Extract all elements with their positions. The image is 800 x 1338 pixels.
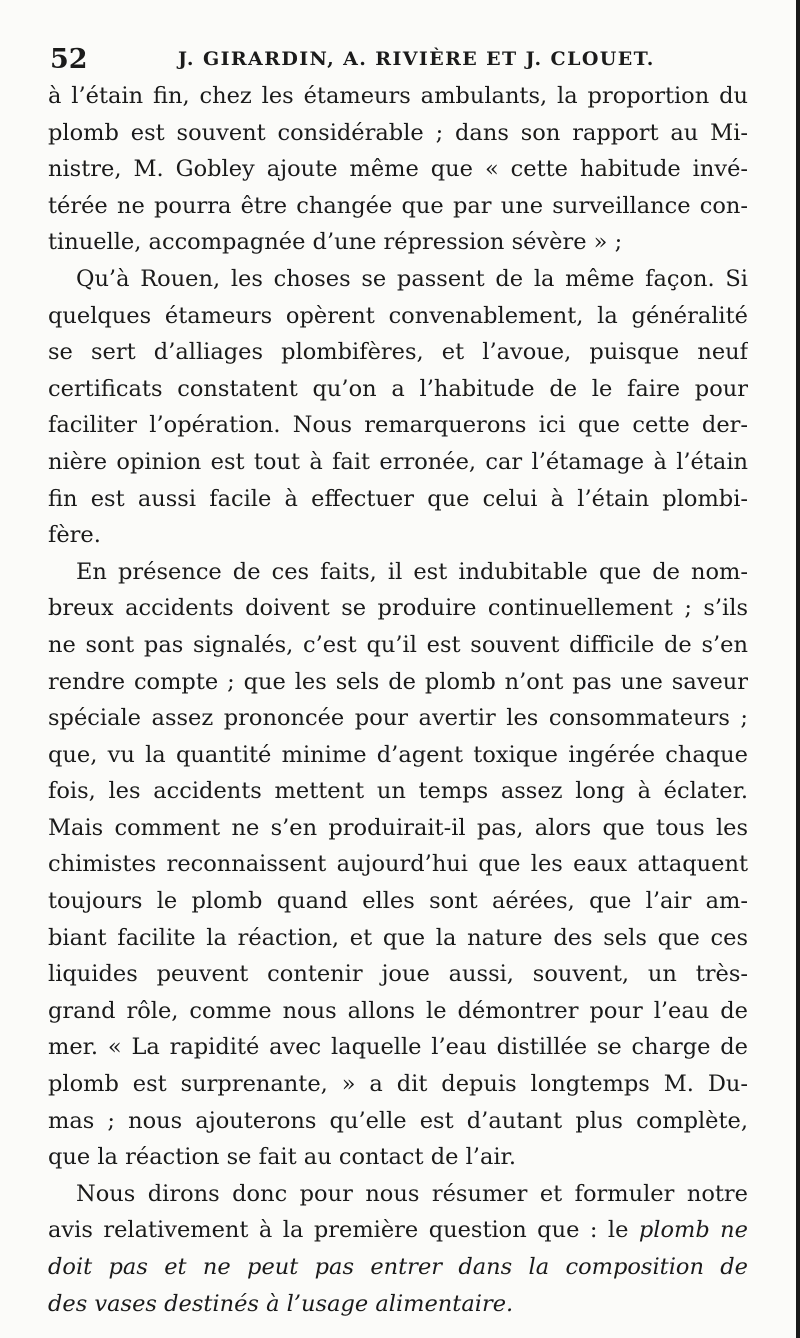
text-line: mas ; nous ajouterons qu’elle est d’autant plus complète, xyxy=(48,1107,748,1134)
text-line: tinuelle, accompagnée d’une répression sévère » ; xyxy=(48,229,623,256)
text-line: plomb est surprenante, » a dit depuis longtemps M. Du- xyxy=(48,1071,748,1098)
text-line: quelques étameurs opèrent convenablement, la généralité xyxy=(48,302,748,329)
text-line: En présence de ces faits, il est indubitable que de nom- xyxy=(76,558,748,585)
page-edge-shadow xyxy=(796,0,800,1338)
paragraph-1 xyxy=(48,78,748,261)
paragraph-4 xyxy=(48,1176,748,1322)
text-line: mer. « La rapidité avec laquelle l’eau distillée se charge de xyxy=(48,1034,748,1061)
text-line: rendre compte ; que les sels de plomb n’ont pas une saveur xyxy=(48,668,748,695)
body-text xyxy=(48,78,748,1322)
text-line: Nous dirons donc pour nous résumer et formuler notre xyxy=(76,1180,748,1207)
text-line: liquides peuvent contenir joue aussi, souvent, un très- xyxy=(48,961,748,988)
text-line: breux accidents doivent se produire continuellement ; s’ils xyxy=(48,595,748,622)
text-line: grand rôle, comme nous allons le démontrer pour l’eau de xyxy=(48,997,748,1024)
text-line-mixed xyxy=(48,1212,748,1249)
text-line: toujours le plomb quand elles sont aérées, que l’air am- xyxy=(48,888,748,915)
text-line: plomb est souvent considérable ; dans son rapport au Mi- xyxy=(48,119,748,146)
text-line: ne sont pas signalés, c’est qu’il est souvent difficile de s’en xyxy=(48,631,748,658)
text-line: certificats constatent qu’on a l’habitude de le faire pour xyxy=(48,375,748,402)
text-line: se sert d’alliages plombifères, et l’avoue, puisque neuf xyxy=(48,339,748,366)
paragraph-2 xyxy=(48,261,748,554)
text-line: faciliter l’opération. Nous remarquerons ici que cette der- xyxy=(48,412,748,439)
running-head: J. GIRARDIN, A. RIVIÈRE ET J. CLOUET. xyxy=(178,48,655,70)
text-line: que la réaction se fait au contact de l’air. xyxy=(48,1144,516,1171)
text-line: spéciale assez prononcée pour avertir les consommateurs ; xyxy=(48,705,748,732)
text-line: chimistes reconnaissent aujourd’hui que les eaux attaquent xyxy=(48,851,748,878)
text-italic: plomb ne xyxy=(638,1217,748,1244)
text-line-italic: doit pas et ne peut pas entrer dans la composition de xyxy=(48,1254,748,1280)
page-header xyxy=(48,40,748,80)
text-line: Mais comment ne s’en produirait-il pas, alors que tous les xyxy=(48,814,748,841)
text-roman: avis relativement à la première question que : le xyxy=(48,1217,639,1244)
text-line: que, vu la quantité minime d’agent toxique ingérée chaque xyxy=(48,741,748,768)
page-number: 52 xyxy=(50,44,88,75)
text-line: à l’étain fin, chez les étameurs ambulants, la proportion du xyxy=(48,83,748,109)
text-line: térée ne pourra être changée que par une surveillance con- xyxy=(48,192,748,219)
text-line-italic: des vases destinés à l’usage alimentaire. xyxy=(48,1290,514,1317)
text-line: Qu’à Rouen, les choses se passent de la même façon. Si xyxy=(76,265,748,292)
paragraph-3 xyxy=(48,554,748,1176)
text-line: biant facilite la réaction, et que la nature des sels que ces xyxy=(48,924,748,951)
text-line: fois, les accidents mettent un temps assez long à éclater. xyxy=(48,778,748,805)
text-line: nistre, M. Gobley ajoute même que « cette habitude invé- xyxy=(48,156,748,183)
text-line: nière opinion est tout à fait erronée, car l’étamage à l’étain xyxy=(48,448,748,475)
text-line: fin est aussi facile à effectuer que celui à l’étain plombi- xyxy=(48,485,748,512)
text-line: fère. xyxy=(48,522,101,549)
